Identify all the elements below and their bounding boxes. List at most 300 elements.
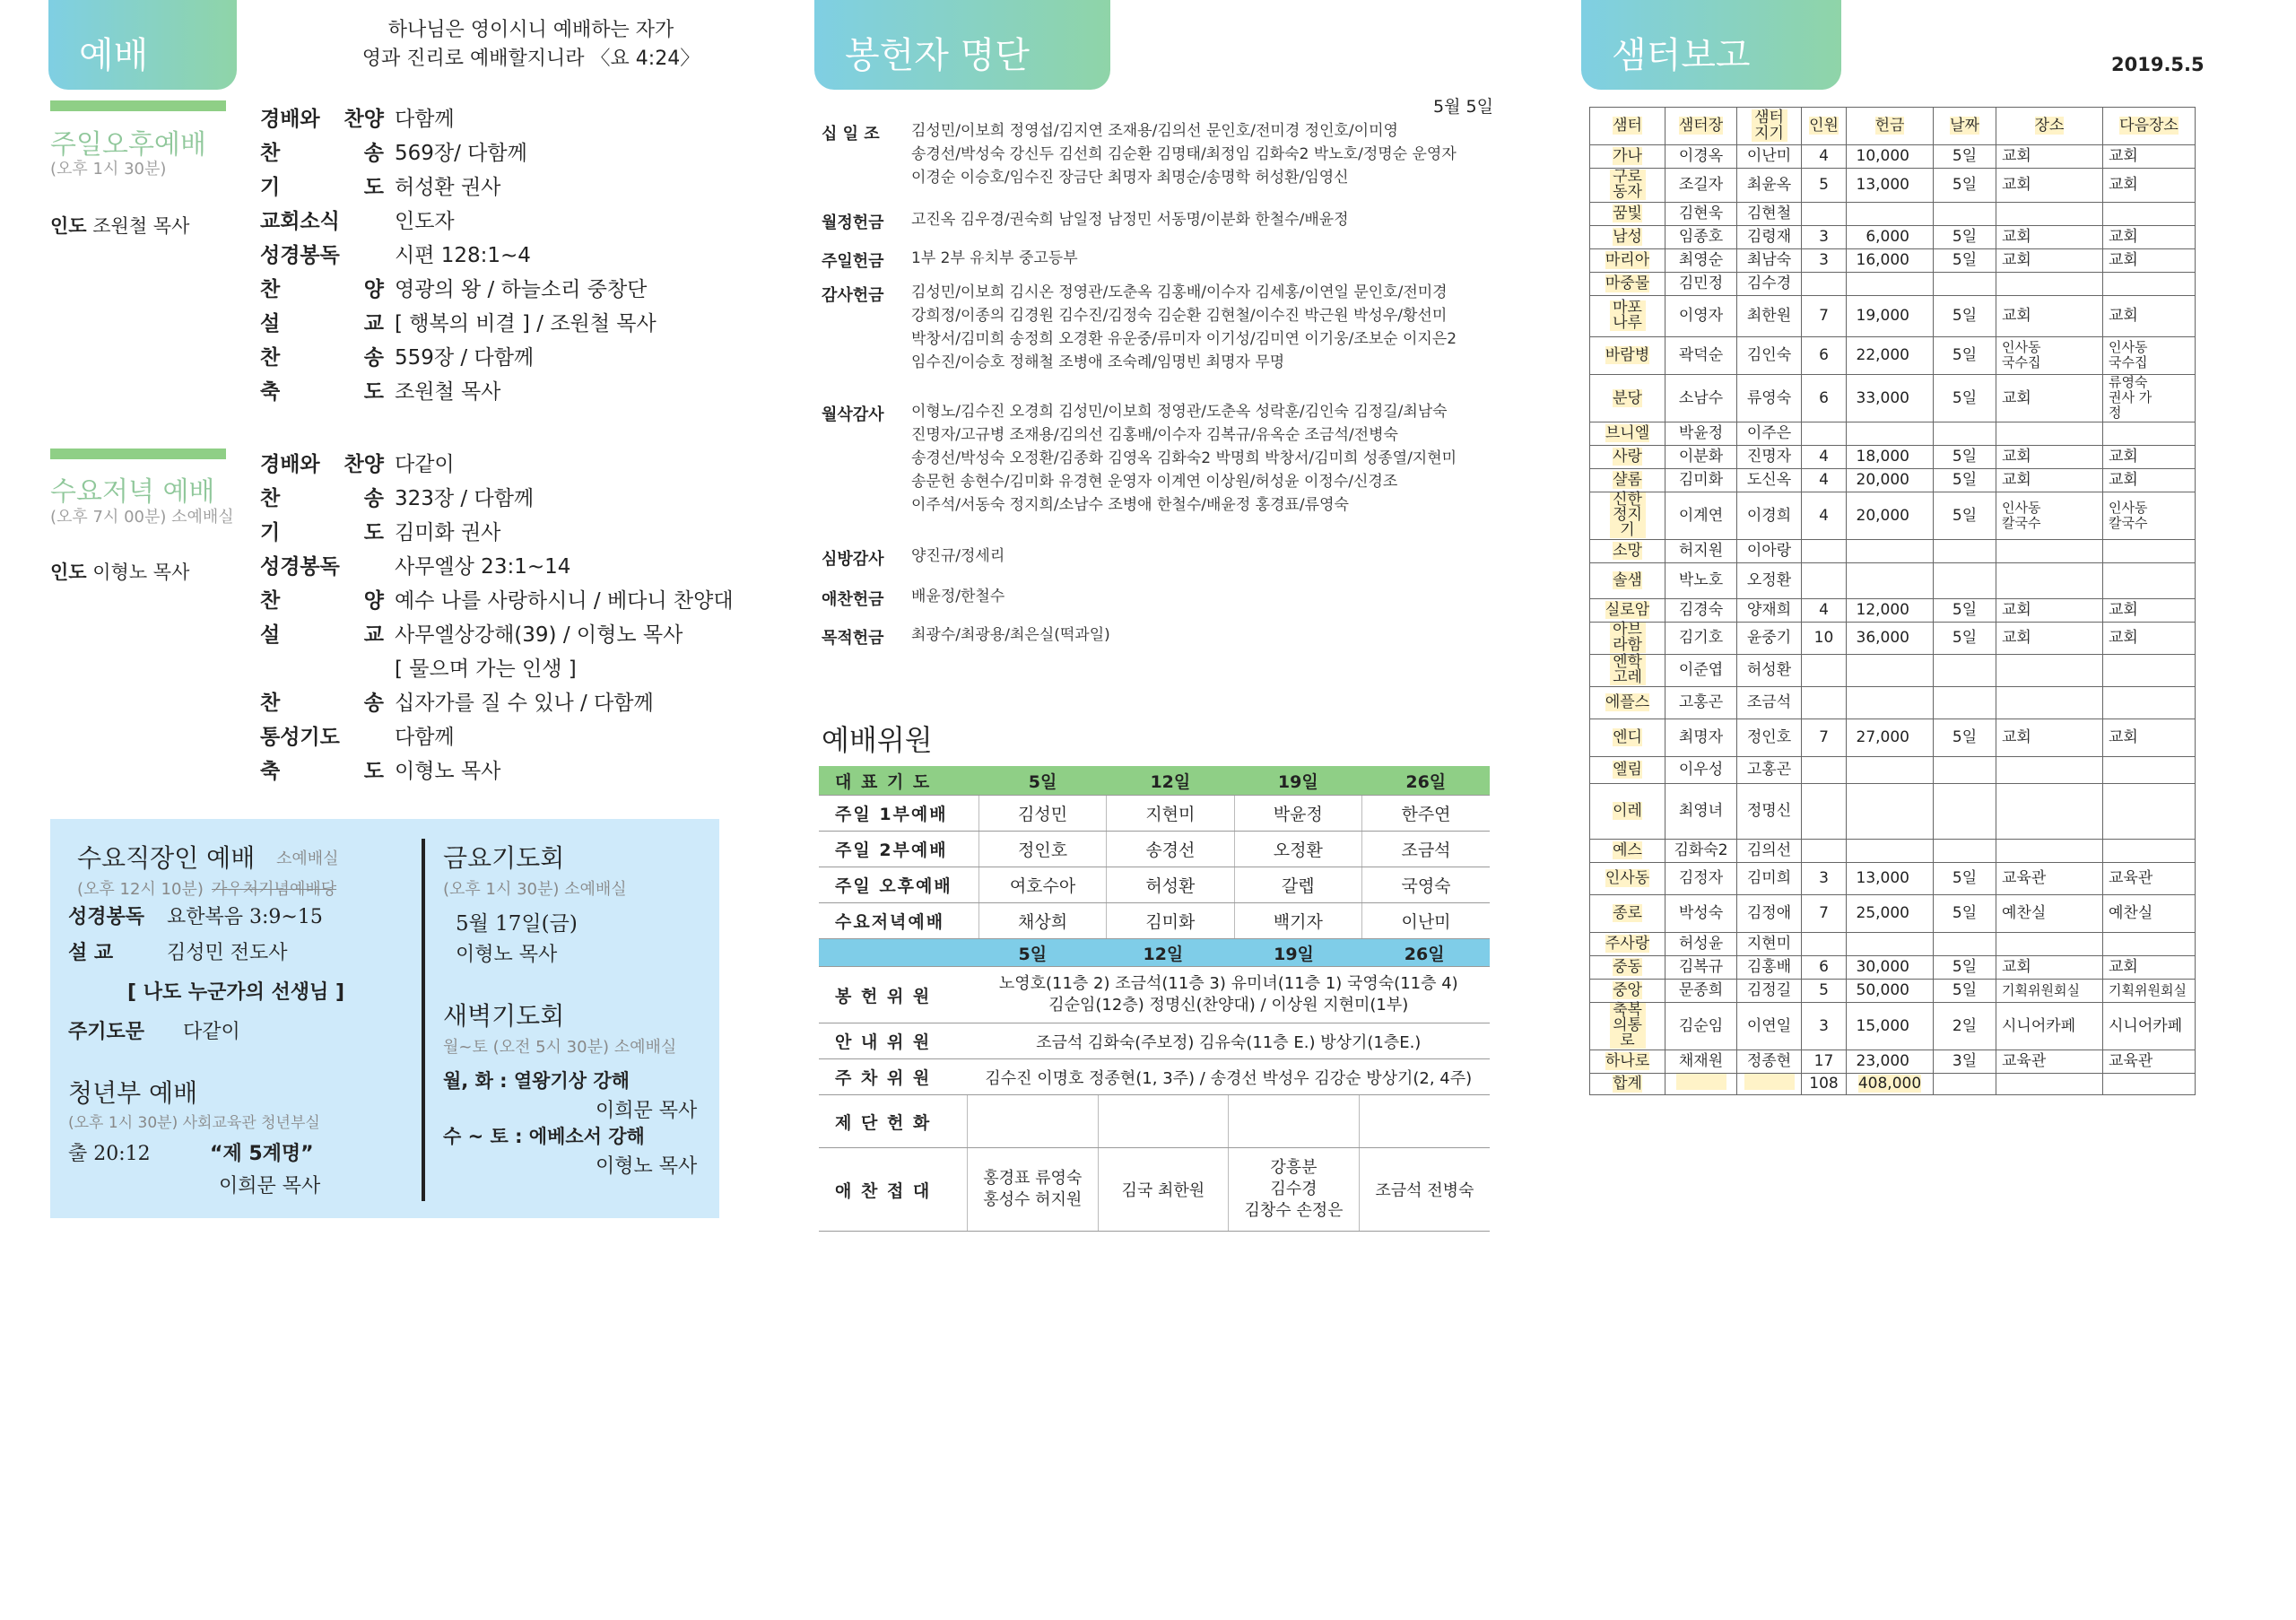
order-label: 성경봉독 <box>260 555 340 579</box>
cell-value: 33,000 <box>1856 388 1909 407</box>
table-cell <box>1934 784 1996 840</box>
table-cell <box>1737 563 1802 599</box>
order-label: 설 교 <box>260 623 384 647</box>
table-cell <box>1665 203 1737 226</box>
table-cell <box>1934 446 1996 469</box>
cell-value: 2일 <box>1952 1016 1978 1035</box>
table-cell <box>1934 655 1996 687</box>
total-value: 합계 <box>1613 1075 1642 1093</box>
table-cell <box>1665 623 1737 655</box>
order-row <box>260 375 500 405</box>
cell-name: 바람병 <box>1605 346 1650 364</box>
cell-value: 30,000 <box>1856 958 1909 976</box>
cell-value: 류영숙권사 가정 <box>2109 374 2152 421</box>
dawn-title: 새벽기도회 <box>443 1001 565 1031</box>
cell-value: 이경희 <box>1746 506 1792 525</box>
table-cell <box>1590 863 1665 895</box>
table-cell <box>1737 655 1802 687</box>
box-divider <box>422 839 425 1201</box>
table-cell <box>1665 540 1737 563</box>
table-cell <box>1934 956 1996 980</box>
total-cell <box>1847 1074 1934 1095</box>
order-value: 559장 / 다함께 <box>395 346 535 370</box>
table-row <box>819 967 1490 1023</box>
table-cell <box>1665 956 1737 980</box>
table-cell <box>1737 863 1802 895</box>
header-text: 인원 <box>1809 117 1839 135</box>
table-cell <box>1847 145 1934 169</box>
table-cell <box>1934 337 1996 375</box>
cell-value: 13,000 <box>1856 869 1909 887</box>
cell-value: 5일 <box>1952 981 1978 999</box>
table-cell <box>1802 980 1847 1003</box>
table-cell <box>1996 469 2103 492</box>
row-value: 김국 최한원 <box>1098 1148 1229 1232</box>
table-row <box>819 1059 1490 1095</box>
table-cell <box>1737 273 1802 296</box>
cell-value: 윤중기 <box>1746 629 1792 647</box>
table-cell <box>2103 687 2196 719</box>
table-cell <box>1802 933 1847 956</box>
table-row <box>1590 863 2196 895</box>
table-cell <box>1847 655 1934 687</box>
cell-value: 최윤옥 <box>1746 176 1792 194</box>
table-cell <box>1590 599 1665 623</box>
cell-value: 김미화 <box>1678 471 1724 489</box>
line: 홍성수 허지원 <box>983 1190 1083 1209</box>
table-cell <box>1802 784 1847 840</box>
cell-value: 지현미 <box>1746 935 1792 953</box>
column-header <box>2103 108 2196 145</box>
line: 김수경 <box>1270 1180 1318 1198</box>
table-cell <box>1737 933 1802 956</box>
table-cell <box>1847 933 1934 956</box>
table-row <box>1590 687 2196 719</box>
row-value: 조금석 전병숙 <box>1359 1148 1490 1232</box>
offering-line: 박창서/김미희 송정희 오경환 유운중/류미자 이기성/김미연 이기웅/조보순 이지은2 <box>911 330 1457 348</box>
offering-line: 이형노/김수진 오경희 김성민/이보희 정영관/도춘옥 성락훈/김인숙 김정길/최남숙 <box>911 403 1448 421</box>
order-value: 323장 / 다함께 <box>395 487 535 510</box>
cell-value: 김의선 <box>1746 841 1792 859</box>
cell-value: 20,000 <box>1856 471 1909 489</box>
table-cell <box>1590 1050 1665 1074</box>
cell-value: 임종호 <box>1678 228 1724 246</box>
total-cell <box>1665 1074 1737 1095</box>
cell-name: 예스 <box>1613 841 1642 859</box>
empty-cell <box>1229 1095 1360 1148</box>
cell-value: 교회 <box>2002 251 2031 269</box>
table-cell <box>1665 655 1737 687</box>
table-row <box>1590 956 2196 980</box>
table-cell <box>2103 203 2196 226</box>
row-value: 조금석 김화숙(주보정) 김유숙(11층 E.) 방상기(1층E.) <box>968 1023 1490 1059</box>
cell-value: 5일 <box>1952 147 1978 165</box>
order-row <box>260 618 683 648</box>
table-cell <box>1996 623 2103 655</box>
table-cell <box>1737 956 1802 980</box>
table-header <box>819 939 1490 967</box>
verse-line: 하나님은 영이시니 예배하는 자가 <box>387 19 674 41</box>
cell-value: 5일 <box>1952 307 1978 325</box>
cell-value: 3일 <box>1952 1052 1978 1070</box>
cell-value: 5일 <box>1952 448 1978 466</box>
cell-value: 교회 <box>2002 728 2031 746</box>
cell-name: 인사동 <box>1605 869 1650 887</box>
table-cell <box>1934 933 1996 956</box>
order-row <box>260 102 455 132</box>
cell-value: 13,000 <box>1856 176 1909 194</box>
order-value: 조원철 목사 <box>395 380 501 404</box>
table-cell <box>1802 296 1847 337</box>
table-cell <box>1996 956 2103 980</box>
cell-value: 교회 <box>2109 448 2138 466</box>
table-cell <box>1802 145 1847 169</box>
cell-value: 4 <box>1819 506 1829 525</box>
cell-value: 김홍배 <box>1746 958 1792 976</box>
line: 홍경표 류영숙 <box>983 1169 1083 1188</box>
table-header <box>1590 108 2196 145</box>
workers-place: 소예배실 <box>276 849 339 868</box>
table-cell <box>2103 623 2196 655</box>
cell-value: 채재원 <box>1678 1052 1724 1070</box>
cell-value: 문종희 <box>1678 981 1724 999</box>
cell-value: 10,000 <box>1856 147 1909 165</box>
cell-name: 실로암 <box>1605 601 1650 619</box>
cell-value: 교회 <box>2109 176 2138 194</box>
cell-value: 교회 <box>2109 228 2138 246</box>
row-value: 김수진 이명호 정종현(1, 3주) / 송경선 박성우 김강순 방상기(2, 4주) <box>968 1059 1490 1095</box>
offering-names <box>911 585 1004 608</box>
offering-line: 진명자/고규병 조재용/김의선 김홍배/이수자 김복규/유옥순 조금석/전병숙 <box>911 426 1398 444</box>
table-cell <box>1847 375 1934 422</box>
cell-value: 23,000 <box>1856 1052 1909 1070</box>
table-row <box>1590 273 2196 296</box>
table-cell: 송경선 <box>1107 832 1234 867</box>
table-cell <box>1590 757 1665 784</box>
table-cell <box>1847 540 1934 563</box>
table-cell <box>2103 719 2196 757</box>
cell-value: 인사동 칼국수 <box>2002 499 2041 531</box>
table-cell <box>1996 169 2103 203</box>
table-cell <box>1934 469 1996 492</box>
cell-value: 곽덕순 <box>1678 346 1724 364</box>
order-value: 김미화 권사 <box>395 521 501 544</box>
table-cell <box>1847 687 1934 719</box>
report-date: 2019.5.5 <box>2111 54 2205 75</box>
cell-value: 3 <box>1819 869 1829 887</box>
table-cell <box>1737 422 1802 446</box>
cell-value: 교회 <box>2109 958 2138 976</box>
table-cell <box>1996 337 2103 375</box>
table-cell <box>1934 1003 1996 1050</box>
cell-value: 교회 <box>2109 147 2138 165</box>
header-date: 26일 <box>1362 766 1491 796</box>
order-row <box>260 550 570 579</box>
cell-name: 중동 <box>1613 958 1642 976</box>
total-value: 108 <box>1809 1075 1839 1093</box>
table-cell <box>1665 840 1737 863</box>
workers-prayer <box>68 1016 240 1044</box>
leader-label: 인도 <box>50 215 87 237</box>
table-cell <box>1934 623 1996 655</box>
table-cell <box>1590 492 1665 540</box>
table-cell <box>1996 540 2103 563</box>
cell-value: 22,000 <box>1856 346 1909 364</box>
table-cell <box>1590 784 1665 840</box>
row-label: 주 차 위 원 <box>819 1059 968 1095</box>
offering-names <box>911 544 1004 568</box>
cell-value: 김순임 <box>1678 1016 1724 1035</box>
cell-value: 5일 <box>1952 388 1978 407</box>
cell-value: 5일 <box>1952 471 1978 489</box>
cell-name: 이레 <box>1613 802 1642 820</box>
table-cell <box>2103 273 2196 296</box>
cell-value: 정인호 <box>1746 728 1792 746</box>
cell-value: 시니어카페 <box>2109 1016 2183 1035</box>
workers-title: 수요직장인 예배 <box>77 843 256 873</box>
workers-bible <box>68 901 323 929</box>
table-cell <box>1737 540 1802 563</box>
offering-names <box>911 208 1349 231</box>
table-cell <box>1996 1050 2103 1074</box>
cell-value: 6,000 <box>1866 228 1909 246</box>
table-cell: 김성민 <box>978 796 1106 832</box>
table-row <box>1590 1003 2196 1050</box>
cell-value: 교육관 <box>2002 1052 2047 1070</box>
order-value: 다함께 <box>395 726 455 749</box>
table-cell <box>1934 492 1996 540</box>
table-cell <box>1737 687 1802 719</box>
line: 김순임(12층) 정명신(찬양대) / 이상원 지현미(1부) <box>1048 996 1409 1015</box>
cell-value: 조길자 <box>1678 176 1724 194</box>
youth-pastor: 이희문 목사 <box>219 1175 321 1198</box>
table-cell <box>1665 863 1737 895</box>
header-text: 장소 <box>2034 117 2065 135</box>
cell-value: 기획위원회실 <box>2002 982 2080 998</box>
table-cell <box>1996 895 2103 933</box>
table-cell <box>1590 933 1665 956</box>
cell-value: 교회 <box>2109 728 2138 746</box>
table-cell <box>1996 655 2103 687</box>
table-row <box>1590 469 2196 492</box>
table-cell <box>1996 226 2103 249</box>
cell-value: 이영자 <box>1678 307 1724 325</box>
row-label: 봉 헌 위 원 <box>819 967 968 1023</box>
table-cell <box>1802 375 1847 422</box>
cell-value: 4 <box>1819 601 1829 619</box>
table-row <box>819 832 1490 867</box>
table-cell <box>1590 273 1665 296</box>
table-cell <box>1996 203 2103 226</box>
cell-name: 구로동자 <box>1610 170 1646 200</box>
line: 노영호(11층 2) 조금석(11층 3) 유미녀(11층 1) 국영숙(11층 4) <box>998 974 1458 993</box>
offering-names <box>911 400 1457 517</box>
cell-value: 교회 <box>2002 629 2031 647</box>
row-label: 제 단 헌 화 <box>819 1095 968 1148</box>
table-cell <box>1590 226 1665 249</box>
tab-worship: 예배 <box>48 0 237 90</box>
table-cell <box>1590 249 1665 273</box>
table-cell <box>1996 422 2103 446</box>
youth-time: (오후 1시 30분) 사회교육관 청년부실 <box>68 1114 320 1132</box>
cell-value: 7 <box>1819 307 1829 325</box>
committee-table-2 <box>819 939 1490 1232</box>
table-row <box>1590 446 2196 469</box>
friday-date: 5월 17일(금) <box>456 912 578 936</box>
offering-line: 송경선/박성숙 강신두 김선희 김순환 김명태/최정임 김화숙2 박노호/정명순 운영자 <box>911 145 1457 163</box>
table-cell <box>2103 446 2196 469</box>
table-cell <box>1802 169 1847 203</box>
table-cell <box>1802 540 1847 563</box>
order-label: 찬 송 <box>260 346 384 370</box>
table-cell <box>1802 492 1847 540</box>
cell-value: 5 <box>1819 981 1829 999</box>
cell-value: 조금석 <box>1746 693 1792 711</box>
cell-value: 박성숙 <box>1678 904 1724 922</box>
cell-value: 박윤정 <box>1678 424 1724 442</box>
verse-line: 영과 진리로 예배할지니라 〈요 4:24〉 <box>361 48 700 70</box>
empty-cell <box>1098 1095 1229 1148</box>
table-cell <box>2103 599 2196 623</box>
table-cell <box>1996 296 2103 337</box>
order-row <box>260 686 654 716</box>
cell-value: 김령재 <box>1746 228 1792 246</box>
table-cell <box>1996 1003 2103 1050</box>
table-cell <box>1590 980 1665 1003</box>
cell-name: 마중물 <box>1605 274 1650 292</box>
workers-time: (오후 12시 10분) <box>77 880 204 899</box>
table-cell <box>1737 446 1802 469</box>
table-cell <box>1934 296 1996 337</box>
offering-date: 5월 5일 <box>1433 97 1493 117</box>
cell-name: 브니엘 <box>1605 424 1650 442</box>
table-cell <box>2103 784 2196 840</box>
offering-label: 주일헌금 <box>822 252 884 271</box>
header-date: 19일 <box>1234 766 1361 796</box>
table-cell <box>1590 655 1665 687</box>
order-row <box>260 273 647 302</box>
table-cell <box>2103 563 2196 599</box>
table-cell <box>1737 840 1802 863</box>
divider <box>50 449 226 459</box>
table-row <box>819 903 1490 939</box>
tab-offerings: 봉헌자 명단 <box>814 0 1110 90</box>
table-cell <box>1665 687 1737 719</box>
cell-value: 5일 <box>1952 958 1978 976</box>
cell-value: 교회 <box>2109 307 2138 325</box>
cell-value: 이난미 <box>1746 147 1792 165</box>
line: 강흥분 <box>1270 1158 1318 1177</box>
table-cell <box>1737 599 1802 623</box>
table-cell <box>1996 145 2103 169</box>
offering-label: 심방감사 <box>822 550 884 569</box>
table-cell <box>1934 1050 1996 1074</box>
cell-name: 엔디 <box>1613 728 1642 746</box>
table-cell <box>1737 980 1802 1003</box>
total-cell <box>1934 1074 1996 1095</box>
order-row <box>260 584 734 614</box>
table-cell <box>1737 169 1802 203</box>
cell-value: 교회 <box>2109 471 2138 489</box>
cell-value: 교회 <box>2002 601 2031 619</box>
table-cell <box>1737 719 1802 757</box>
column-header <box>1590 108 1665 145</box>
row-label: 안 내 위 원 <box>819 1023 968 1059</box>
leader-name: 이형노 목사 <box>92 562 190 583</box>
cell-value: 6 <box>1819 346 1829 364</box>
friday-title: 금요기도회 <box>443 843 565 873</box>
cell-value: 이주은 <box>1746 424 1792 442</box>
cell-value: 교회 <box>2002 448 2031 466</box>
table-cell <box>1802 687 1847 719</box>
table-cell: 정인호 <box>978 832 1106 867</box>
order-row <box>260 307 657 336</box>
dawn-pastor-1: 이희문 목사 <box>596 1100 698 1122</box>
cell-value: 17 <box>1813 1052 1834 1070</box>
table-cell: 박윤정 <box>1234 796 1361 832</box>
table-row <box>1590 719 2196 757</box>
table-row <box>819 1023 1490 1059</box>
cell-value: 이아랑 <box>1746 542 1792 560</box>
cell-value: 20,000 <box>1856 506 1909 525</box>
cell-value: 교육관 <box>2109 1052 2153 1070</box>
cell-value: 교육관 <box>2002 869 2047 887</box>
table-cell <box>1665 422 1737 446</box>
table-cell <box>1665 145 1737 169</box>
column-header <box>1847 108 1934 145</box>
row-value <box>968 967 1490 1023</box>
cell-value: 6 <box>1819 388 1829 407</box>
leader <box>50 558 189 585</box>
table-cell <box>1934 273 1996 296</box>
table-cell <box>1737 226 1802 249</box>
cell-value: 3 <box>1819 251 1829 269</box>
workers-sermon <box>68 937 288 965</box>
cell-value: 교회 <box>2002 228 2031 246</box>
order-label: 기 도 <box>260 176 384 199</box>
cell-value: 19,000 <box>1856 307 1909 325</box>
table-cell <box>2103 895 2196 933</box>
table-cell <box>1665 337 1737 375</box>
order-label: 찬 송 <box>260 692 384 715</box>
cell-name: 마리아 <box>1605 251 1650 269</box>
table-cell: 갈렙 <box>1234 867 1361 903</box>
cell-value: 50,000 <box>1856 981 1909 999</box>
table-cell <box>1847 422 1934 446</box>
table-cell <box>1737 757 1802 784</box>
cell-value: 예찬실 <box>2002 904 2047 922</box>
cell-value: 김현욱 <box>1678 205 1724 222</box>
order-label: 경배와 찬양 <box>260 108 384 131</box>
cell-value: 김정길 <box>1746 981 1792 999</box>
header-date: 5일 <box>978 766 1106 796</box>
order-row <box>260 239 531 268</box>
table-cell <box>2103 540 2196 563</box>
header-date: 12일 <box>1098 939 1229 967</box>
cell-value: 4 <box>1819 147 1829 165</box>
cell-name: 샬롬 <box>1613 471 1642 489</box>
order-row <box>260 170 500 200</box>
offering-label: 십 일 조 <box>822 125 880 144</box>
table-cell <box>1802 422 1847 446</box>
bible-verse <box>334 16 728 74</box>
table-cell: 한주연 <box>1362 796 1491 832</box>
table-row <box>819 1095 1490 1148</box>
order-value: 사무엘상강해(39) / 이형노 목사 <box>395 623 683 647</box>
table-cell <box>1802 563 1847 599</box>
offering-line: 배윤정/한철수 <box>911 588 1005 605</box>
tab-cell-report: 샘터보고 <box>1581 0 1841 90</box>
